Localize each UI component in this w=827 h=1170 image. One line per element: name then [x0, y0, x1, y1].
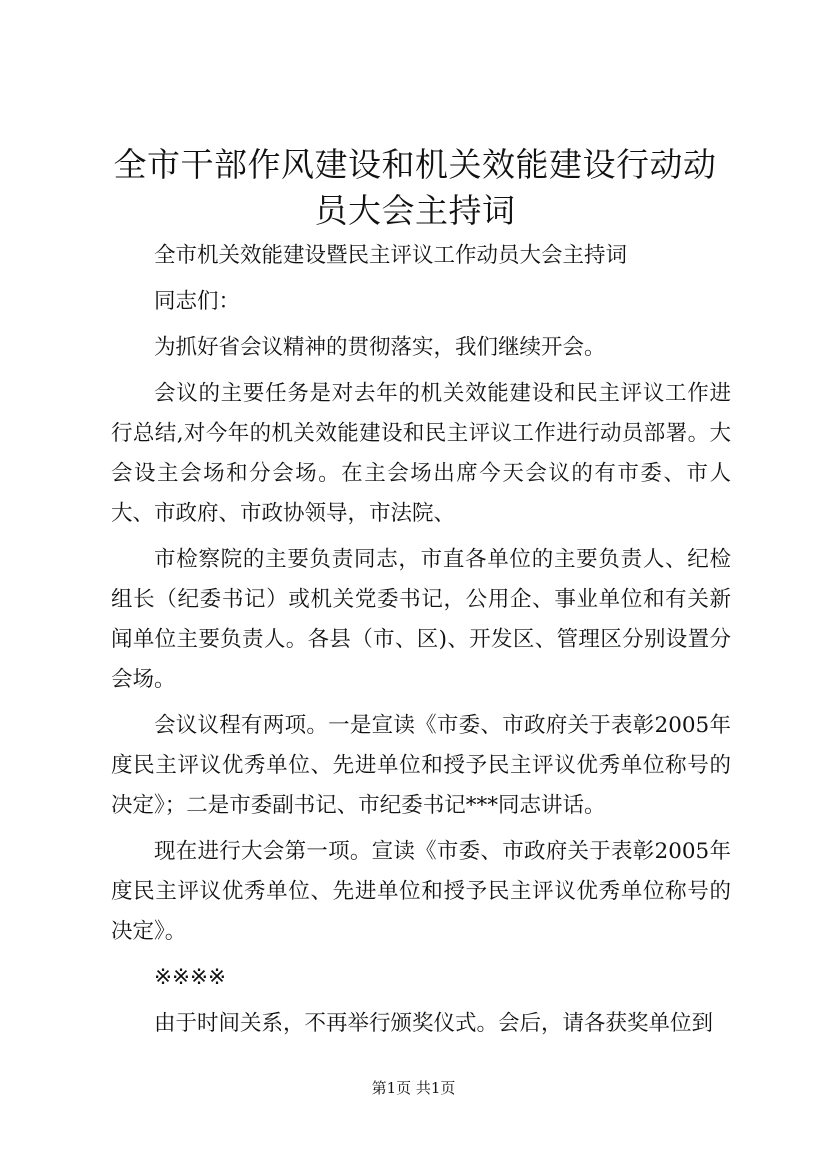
page-number-footer: 第1页 共1页 — [371, 1079, 456, 1097]
body-paragraph: 会议议程有两项。一是宣读《市委、市政府关于表彰2005年度民主评议优秀单位、先进单位和授予民主评议优秀单位称号的决定》；二是市委副书记、市纪委书记***同志讲话。 — [111, 713, 731, 818]
body-paragraph: 现在进行大会第一项。宣读《市委、市政府关于表彰2005年度民主评议优秀单位、先进单位和授予民主评议优秀单位称号的决定》。 — [111, 839, 731, 944]
body-paragraph: 市检察院的主要负责同志，市直各单位的主要负责人、纪检组长（纪委书记）或机关党委书记，公用企、事业单位和有关新闻单位主要负责人。各县（市、区)、开发区、管理区分别设置分会场。 — [111, 547, 731, 692]
body-paragraph: 会议的主要任务是对去年的机关效能建设和民主评议工作进行总结,对今年的机关效能建设和民主评议工作进行动员部署。大会设主会场和分会场。在主会场出席今天会议的有市委、市人大、市政府、市政协领导，市法院、 — [111, 381, 731, 526]
body-paragraph: 由于时间关系，不再举行颁奖仪式。会后，请各获奖单位到 — [154, 1011, 714, 1036]
document-title: 全市干部作风建设和机关效能建设行动动员大会主持词 — [113, 145, 717, 230]
subtitle-paragraph: 全市机关效能建设暨民主评议工作动员大会主持词 — [154, 243, 628, 268]
document-body — [111, 236, 731, 1050]
body-paragraph: 为抓好省会议精神的贯彻落实，我们继续开会。 — [154, 335, 606, 360]
greeting-paragraph: 同志们： — [154, 289, 241, 314]
separator-marks: ※※※※ — [154, 965, 227, 990]
